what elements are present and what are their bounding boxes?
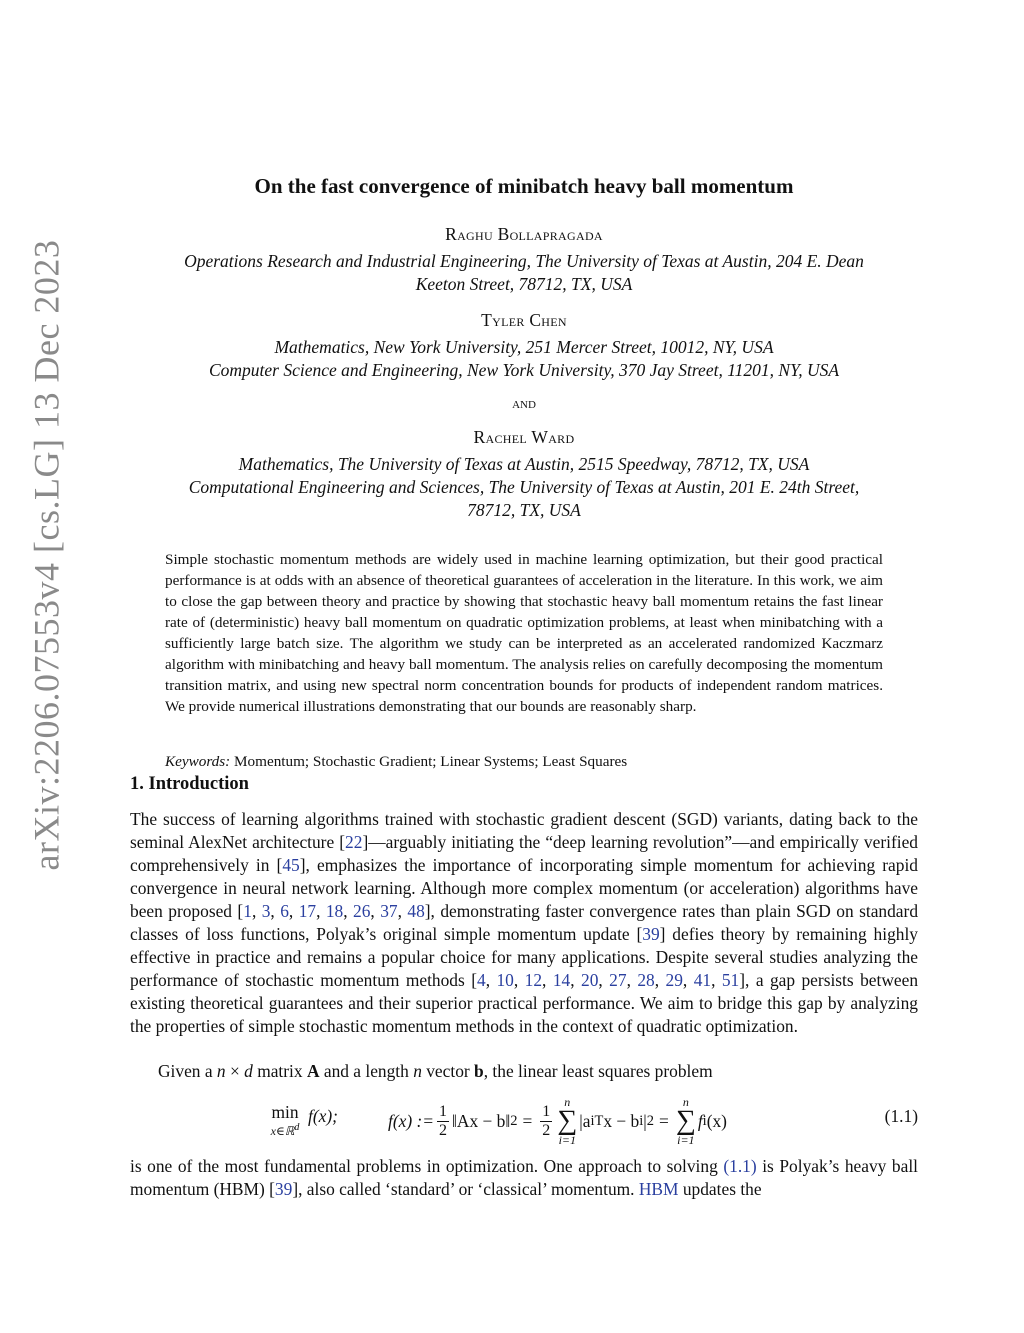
author-affiliation: Keeton Street, 78712, TX, USA: [415, 274, 633, 294]
abstract: Simple stochastic momentum methods are widely used in machine learning optimization, but their good practical performance is at odds with an absence of theoretical guarantees of acceleration in the literature. In this work, we aim to close the gap between theory and practice by showing that stochastic heavy ball momentum retains the fast linear rate of (deterministic) heavy ball momentum on quadratic optimization problems, at least when minibatching with a sufficiently large batch size. The algorithm we study can be interpreted as an accelerated randomized Kaczmarz algorithm with minibatching and heavy ball momentum. The analysis relies on carefully decomposing the momentum transition matrix, and using new spectral norm concentration bounds for products of independent random matrices. We provide numerical illustrations demonstrating that our bounds are reasonably sharp.: [165, 551, 883, 715]
and-separator: and: [512, 396, 536, 412]
author-affiliation: Computational Engineering and Sciences, The University of Texas at Austin, 201 E. 24th Street,: [188, 477, 860, 497]
author-block: [130, 224, 918, 522]
citation-link[interactable]: 22: [345, 832, 363, 852]
equation-1-1: [130, 1092, 918, 1152]
citation-link[interactable]: 20: [581, 970, 599, 990]
keywords: [165, 753, 883, 771]
author-affiliation: Mathematics, The University of Texas at Austin, 2515 Speedway, 78712, TX, USA: [238, 454, 810, 474]
citation-link[interactable]: 17: [298, 901, 317, 921]
citation-link[interactable]: 29: [665, 970, 683, 990]
section-heading: 1. Introduction: [130, 774, 249, 794]
citation-link[interactable]: 18: [325, 901, 344, 921]
keywords-label: Keywords:: [165, 753, 231, 770]
citation-link[interactable]: 3: [261, 901, 271, 921]
equation-reference-link[interactable]: (1.1): [723, 1156, 757, 1176]
equation-min: min x∈ℝ$^d$: [270, 1102, 300, 1138]
intro-paragraph-3: is one of the most fundamental problems in optimization. One approach to solving (1.1) is Polyak’s heavy ball momentum (HBM) [39], also called ‘standard’ or ‘classical’ momentum. HBM updates the: [130, 1156, 918, 1199]
citation-link[interactable]: 26: [353, 901, 371, 921]
intro-paragraph-1: The success of learning algorithms trained with stochastic gradient descent (SGD) variants, dating back to the seminal AlexNet architecture [22]—arguably initiating the “deep learning revolution”—and empirically verified comprehensively in [45], emphasizes the importance of incorporating simple momentum for achieving rapid convergence in neural network learning. Although more complex momentum (or acceleration) algorithms have been proposed [1, 3, 6, 17, 18, 26, 37, 48], demonstrating faster convergence rates than plain SGD on standard classes of loss functions, Polyak’s original simple momentum update [39] defies theory by remaining highly effective in practice and remains a popular choice for many applications. Despite several studies analyzing the performance of stochastic momentum methods [4, 10, 12, 14, 20, 27, 28, 29, 41, 51], a gap persists between existing theoretical guarantees and their superior practical performance. We aim to bridge this gap by analyzing the properties of simple stochastic momentum methods in the context of quadratic optimization.: [130, 809, 919, 1036]
citation-link[interactable]: 51: [721, 970, 740, 990]
paper-title: On the fast convergence of minibatch heavy ball momentum: [254, 174, 794, 198]
author-name: Raghu Bollapragada: [445, 224, 603, 244]
author-affiliation: Operations Research and Industrial Engineering, The University of Texas at Austin, 204 E. Dean: [184, 251, 864, 271]
keywords-list: Momentum; Stochastic Gradient; Linear Systems; Least Squares: [234, 753, 628, 770]
citation-link[interactable]: 48: [407, 901, 425, 921]
citation-link[interactable]: 27: [609, 970, 627, 990]
citation-link[interactable]: 28: [637, 970, 655, 990]
citation-link[interactable]: 41: [693, 970, 712, 990]
author-affiliation: Computer Science and Engineering, New York University, 370 Jay Street, 11201, NY, USA: [208, 360, 840, 380]
citation-link[interactable]: 4: [477, 970, 486, 990]
citation-link[interactable]: 6: [280, 901, 289, 921]
citation-link[interactable]: 39: [642, 924, 660, 944]
citation-link[interactable]: 39: [274, 1179, 293, 1199]
author-name: Tyler Chen: [481, 310, 567, 330]
acronym-link-hbm[interactable]: HBM: [638, 1179, 679, 1199]
citation-link[interactable]: 45: [282, 855, 300, 875]
author-affiliation: 78712, TX, USA: [467, 500, 581, 520]
equation-definition: f(x) := $\frac{1}{2}$ ‖Ax − b‖ 2 = $\frac{1}{2}$ n ∑ i=1 |a i T x − b i | 2 = n ∑ i=1 f i (x): [388, 1095, 727, 1147]
equation-number: (1.1): [884, 1106, 918, 1126]
citation-link[interactable]: 1: [243, 901, 252, 921]
author-name: Rachel Ward: [473, 427, 575, 447]
citation-link[interactable]: 10: [496, 970, 514, 990]
intro-paragraph-2: Given a n × d matrix A and a length n vector b, the linear least squares problem: [158, 1061, 713, 1081]
citation-link[interactable]: 14: [552, 970, 571, 990]
arxiv-side-identifier: arXiv:2206.07553v4 [cs.LG] 13 Dec 2023: [26, 239, 67, 871]
citation-link[interactable]: 12: [524, 970, 543, 990]
equation-objective: f(x);: [308, 1106, 338, 1126]
author-affiliation: Mathematics, New York University, 251 Mercer Street, 10012, NY, USA: [274, 337, 774, 357]
citation-link[interactable]: 37: [380, 901, 398, 921]
